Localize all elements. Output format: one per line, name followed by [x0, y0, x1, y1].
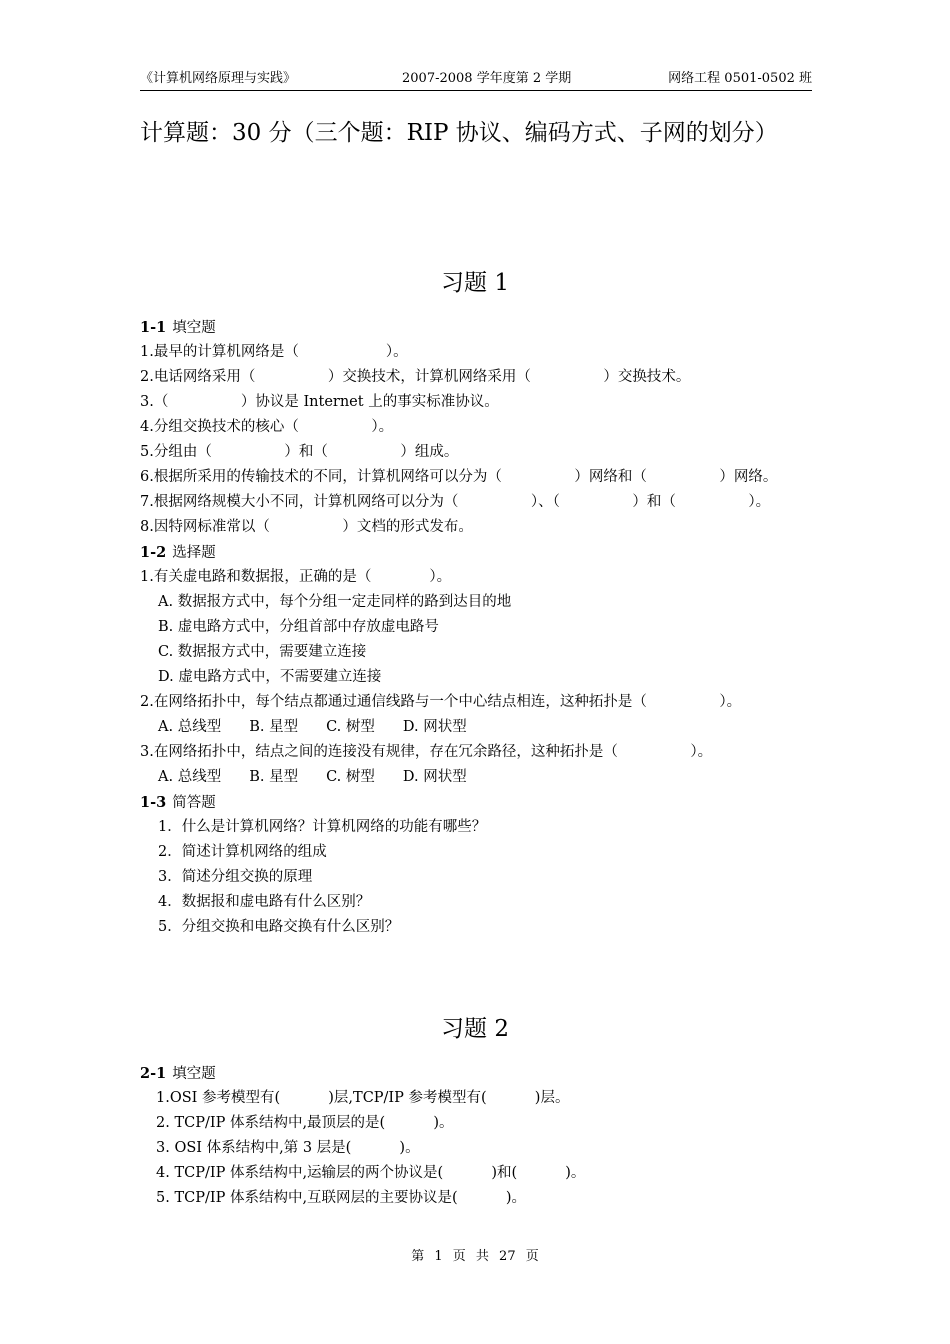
subsection-number: 2-1 [140, 1065, 167, 1082]
choice-option-row [140, 715, 812, 740]
fill-item: 7.根据网络规模大小不同，计算机网络可以分为（ ）、（ ）和（ ）。 [140, 494, 771, 510]
choice-option: C. 树型 [326, 719, 375, 735]
fill-item: 2.电话网络采用（ ）交换技术，计算机网络采用（ ）交换技术。 [140, 369, 691, 385]
subsection-label: 简答题 [172, 795, 216, 811]
fill-item: 4. TCP/IP 体系结构中,运输层的两个协议是( )和( )。 [156, 1165, 586, 1181]
section-2-title: 习题 2 [441, 1016, 509, 1042]
subsection-heading [140, 790, 812, 815]
fill-item: 5.分组由（ ）和（ ）组成。 [140, 444, 459, 460]
choice-question: 2.在网络拓扑中，每个结点都通过通信线路与一个中心结点相连，这种拓扑是（ ）。 [140, 694, 742, 710]
fill-item: 1.OSI 参考模型有( )层,TCP/IP 参考模型有( )层。 [156, 1090, 570, 1106]
fill-item: 6.根据所采用的传输技术的不同，计算机网络可以分为（ ）网络和（ ）网络。 [140, 469, 778, 485]
subsection-label: 选择题 [172, 545, 216, 561]
choice-option: C. 数据报方式中，需要建立连接 [158, 644, 367, 660]
section-1-title: 习题 1 [441, 270, 509, 296]
choice-option: C. 树型 [326, 769, 375, 785]
choice-option: B. 星型 [249, 769, 299, 785]
short-question: 4．数据报和虚电路有什么区别？ [158, 894, 371, 910]
fill-item: 4.分组交换技术的核心（ ）。 [140, 419, 394, 435]
page-header [140, 70, 812, 91]
fill-item: 3. OSI 体系结构中,第 3 层是( )。 [156, 1140, 420, 1156]
subsection-heading [140, 540, 812, 565]
choice-option: B. 星型 [249, 719, 299, 735]
choice-question: 1.有关虚电路和数据报，正确的是（ ）。 [140, 569, 452, 585]
choice-option: D. 虚电路方式中，不需要建立连接 [158, 669, 382, 685]
subsection-label: 填空题 [172, 320, 216, 336]
choice-option: D. 网状型 [402, 719, 467, 735]
fill-item: 1.最早的计算机网络是（ ）。 [140, 344, 408, 360]
choice-option-row [140, 765, 812, 790]
subsection-number: 1-3 [140, 794, 167, 811]
fill-item: 8.因特网标准常以（ ）文档的形式发布。 [140, 519, 473, 535]
page-footer: 第 1 页 共 27 页 [411, 1249, 539, 1264]
header-course-title: 《计算机网络原理与实践》 [140, 71, 297, 86]
choice-option: A. 总线型 [158, 719, 222, 735]
section-1-body [140, 315, 812, 940]
choice-option: D. 网状型 [402, 769, 467, 785]
main-title: 计算题：30 分（三个题：RIP 协议、编码方式、子网的划分） [140, 120, 778, 146]
choice-question: 3.在网络拓扑中，结点之间的连接没有规律，存在冗余路径，这种拓扑是（ ）。 [140, 744, 713, 760]
header-class: 网络工程 0501-0502 班 [668, 71, 812, 86]
subsection-heading [140, 1061, 812, 1086]
short-question: 1．什么是计算机网络？计算机网络的功能有哪些？ [158, 819, 487, 835]
short-question: 2．简述计算机网络的组成 [158, 844, 327, 860]
subsection-number: 1-2 [140, 544, 167, 561]
short-question: 3．简述分组交换的原理 [158, 869, 313, 885]
fill-item: 2. TCP/IP 体系结构中,最顶层的是( )。 [156, 1115, 454, 1131]
choice-option: A. 总线型 [158, 769, 222, 785]
fill-item: 3.（ ）协议是 Internet 上的事实标准协议。 [140, 394, 499, 410]
subsection-number: 1-1 [140, 319, 167, 336]
section-2-body [140, 1061, 812, 1211]
short-question: 5．分组交换和电路交换有什么区别？ [158, 919, 400, 935]
choice-option: A. 数据报方式中，每个分组一定走同样的路到达目的地 [158, 594, 512, 610]
fill-item: 5. TCP/IP 体系结构中,互联网层的主要协议是( )。 [156, 1190, 526, 1206]
subsection-heading [140, 315, 812, 340]
choice-option: B. 虚电路方式中，分组首部中存放虚电路号 [158, 619, 439, 635]
header-semester: 2007-2008 学年度第 2 学期 [402, 71, 572, 86]
subsection-label: 填空题 [172, 1066, 216, 1082]
